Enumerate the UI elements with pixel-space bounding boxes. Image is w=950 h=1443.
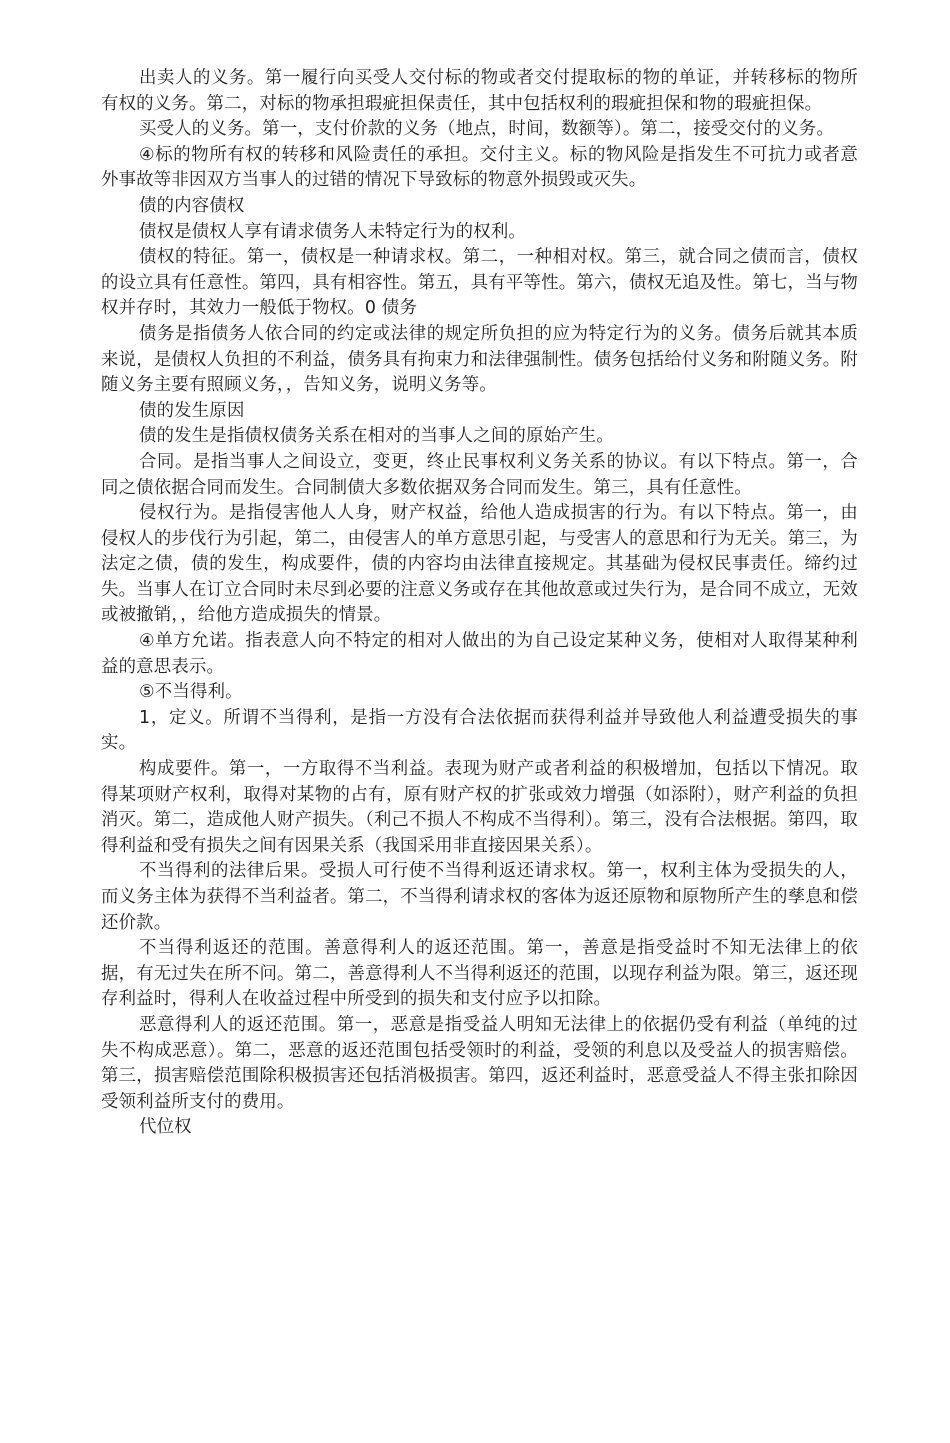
heading-subrogation: 代位权 <box>139 1117 192 1138</box>
paragraph-legal-consequences: 不当得利的法律后果。受损人可行使不当得利返还请求权。第一，权利主体为受损失的人，而义务主体为获得不当利益者。第二，不当得利请求权的客体为返还原物和原物所产生的孳息和偿还价款。 <box>101 861 858 933</box>
paragraph-unjust-enrichment-definition: 1，定义。所谓不当得利，是指一方没有合法依据而获得利益并导致他人利益遭受损失的事实。 <box>101 707 858 754</box>
paragraph-seller-obligations: 出卖人的义务。第一履行向买受人交付标的物或者交付提取标的物的单证，并转移标的物所有权的义务。第二，对标的物承担瑕疵担保责任，其中包括权利的瑕疵担保和物的瑕疵担保。 <box>101 68 858 114</box>
paragraph-constituent-elements: 构成要件。第一，一方取得不当利益。表现为财产或者利益的积极增加，包括以下情况。取得某项财产权利，取得对某物的占有，原有财产权的扩张或效力增强（如添附），财产利益的负担消灭。第二，造成他人财产损失。（利己不损人不构成不当得利）。第三，没有合法根据。第四，取得利益和受有损失之间有因果关系（我国采用非直接因果关系）。 <box>101 759 858 856</box>
paragraph-good-faith-return: 不当得利返还的范围。善意得利人的返还范围。第一，善意是指受益时不知无法律上的依据，有无过失在所不问。第二，善意得利人不当得利返还的范围，以现存利益为限。第三，返还现存利益时，得利人在收益过程中所受到的损失和支付应予以扣除。 <box>101 938 858 1010</box>
paragraph-buyer-obligations: 买受人的义务。第一，支付价款的义务（地点，时间，数额等）。第二，接受交付的义务。 <box>139 119 834 140</box>
document-body <box>101 66 858 1141</box>
heading-obligation-content: 债的内容债权 <box>139 195 245 216</box>
paragraph-unilateral-promise: ④单方允诺。指表意人向不特定的相对人做出的为自己设定某种义务，使相对人取得某种利益的意思表示。 <box>101 631 858 677</box>
heading-obligation-causes: 债的发生原因 <box>139 400 245 421</box>
paragraph-bad-faith-return: 恶意得利人的返还范围。第一，恶意是指受益人明知无法律上的依据仍受有利益（单纯的过失不构成恶意）。第二，恶意的返还范围包括受领时的利益，受领的利息以及受益人的损害赔偿。第三，损害赔偿范围除积极损害还包括消极损害。第四，返还利益时，恶意受益人不得主张扣除因受领利益所支付的费用。 <box>101 1014 858 1112</box>
paragraph-claim-definition: 债权是债权人享有请求债务人未特定行为的权利。 <box>139 221 526 242</box>
paragraph-ownership-risk: ④标的物所有权的转移和风险责任的承担。交付主义。标的物风险是指发生不可抗力或者意外事故等非因双方当事人的过错的情况下导致标的物意外损毁或灭失。 <box>101 144 858 191</box>
paragraph-claim-features: 债权的特征。第一，债权是一种请求权。第二，一种相对权。第三，就合同之债而言，债权的设立具有任意性。第四，具有相容性。第五，具有平等性。第六，债权无追及性。第七，当与物权并存时，其效力一般低于物权。0 债务 <box>101 247 858 319</box>
paragraph-tort: 侵权行为。是指侵害他人人身，财产权益，给他人造成损害的行为。有以下特点。第一，由侵权人的步伐行为引起，第二，由侵害人的单方意思引起，与受害人的意思和行为无关。第三，为法定之债，债的发生，构成要件，债的内容均由法律直接规定。其基础为侵权民事责任。缔约过失。当事人在订立合同时未尽到必要的注意义务或存在其他故意或过失行为，是合同不成立，无效或被撤销，，给他方造成损失的情景。 <box>101 503 858 626</box>
heading-unjust-enrichment: ⑤不当得利。 <box>139 682 243 703</box>
paragraph-debt-definition: 债务是指债务人依合同的约定或法律的规定所负担的应为特定行为的义务。债务后就其本质来说，是债权人负担的不利益，债务具有拘束力和法律强制性。债务包括给付义务和附随义务。附随义务主要有照顾义务，，告知义务，说明义务等。 <box>101 323 858 396</box>
paragraph-obligation-origin: 债的发生是指债权债务关系在相对的当事人之间的原始产生。 <box>139 426 614 447</box>
paragraph-contract: 合同。是指当事人之间设立，变更，终止民事权利义务关系的协议。有以下特点。第一，合同之债依据合同而发生。合同制债大多数依据双务合同而发生。第三，具有任意性。 <box>101 451 858 498</box>
